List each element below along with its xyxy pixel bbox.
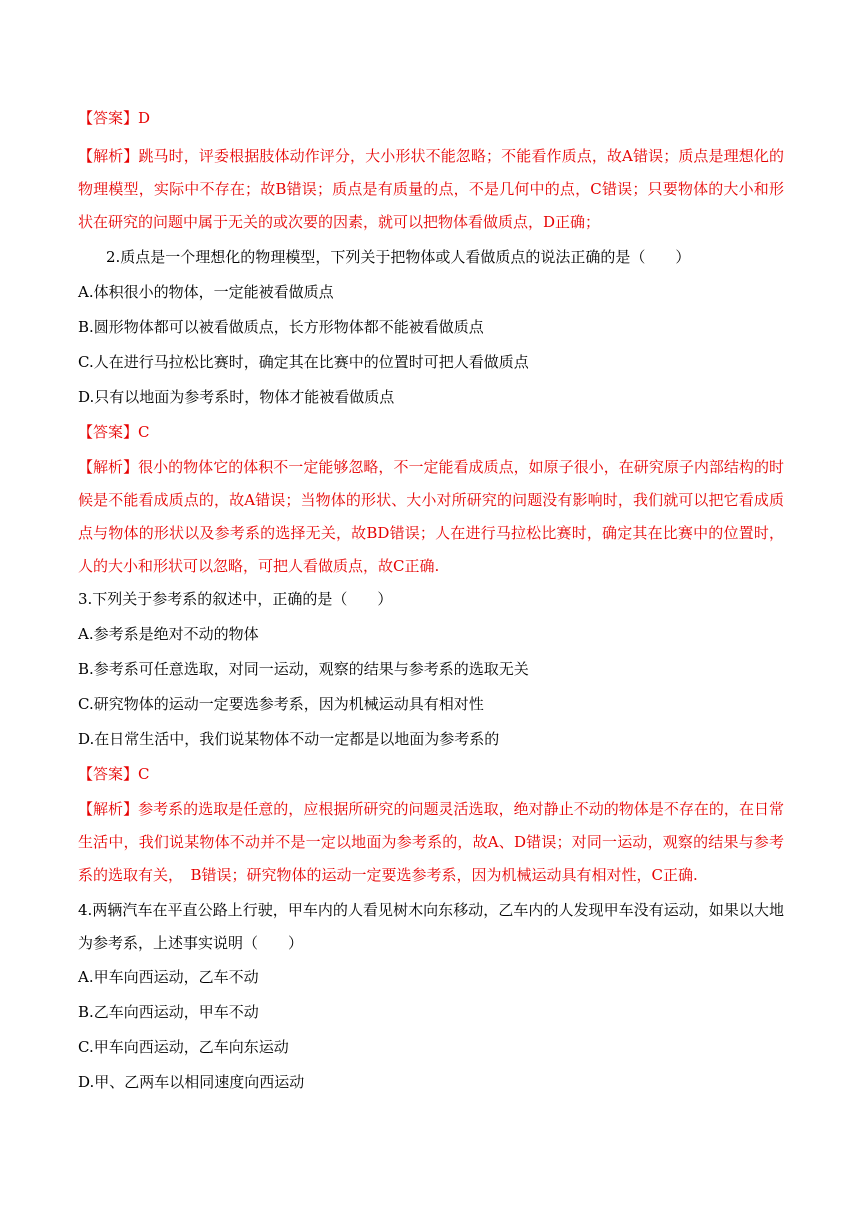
q3-option-d: D.在日常生活中，我们说某物体不动一定都是以地面为参考系的 bbox=[78, 730, 500, 748]
q3-option-a: A.参考系是绝对不动的物体 bbox=[78, 625, 259, 643]
q2-analysis: 【解析】很小的物体它的体积不一定能够忽略，不一定能看成质点，如原子很小，在研究原子内部结构的时候是不能看成质点的，故A错误；当物体的形状、大小对所研究的问题没有影响时，我们就可以把它看成质点与物体的形状以及参考系的选择无关，故BD错误；人在进行马拉松比赛时，确定其在比赛中的位置时，人的大小和形状可以忽略，可把人看做质点，故C正确. bbox=[78, 458, 784, 575]
q1-analysis: 【解析】跳马时，评委根据肢体动作评分，大小形状不能忽略；不能看作质点，故A错误；质点是理想化的物理模型，实际中不存在；故B错误；质点是有质量的点，不是几何中的点，C错误；只要物体的大小和形状在研究的问题中属于无关的或次要的因素，就可以把物体看做质点，D正确； bbox=[78, 147, 784, 231]
q2-option-b: B.圆形物体都可以被看做质点，长方形物体都不能被看做质点 bbox=[78, 318, 484, 336]
q2-option-a: A.体积很小的物体，一定能被看做质点 bbox=[78, 283, 334, 301]
q4-option-c: C.甲车向西运动，乙车向东运动 bbox=[78, 1038, 289, 1056]
q2-option-c: C.人在进行马拉松比赛时，确定其在比赛中的位置时可把人看做质点 bbox=[78, 353, 529, 371]
q2-option-d: D.只有以地面为参考系时，物体才能被看做质点 bbox=[78, 388, 395, 406]
q4-stem: 4.两辆汽车在平直公路上行驶，甲车内的人看见树木向东移动，乙车内的人发现甲车没有运动，如果以大地为参考系，上述事实说明（ ） bbox=[78, 901, 784, 952]
q4-option-d: D.甲、乙两车以相同速度向西运动 bbox=[78, 1073, 305, 1091]
q4-option-a: A.甲车向西运动，乙车不动 bbox=[78, 968, 259, 986]
q3-option-b: B.参考系可任意选取，对同一运动，观察的结果与参考系的选取无关 bbox=[78, 660, 529, 678]
q3-answer: 【答案】C bbox=[78, 765, 150, 783]
q2-answer: 【答案】C bbox=[78, 423, 150, 441]
q1-answer: 【答案】D bbox=[78, 109, 151, 127]
document-page bbox=[78, 106, 784, 1105]
q3-stem: 3.下列关于参考系的叙述中，正确的是（ ） bbox=[78, 590, 393, 608]
q4-option-b: B.乙车向西运动，甲车不动 bbox=[78, 1003, 259, 1021]
q3-analysis: 【解析】参考系的选取是任意的，应根据所研究的问题灵活选取，绝对静止不动的物体是不存在的，在日常生活中，我们说某物体不动并不是一定以地面为参考系的，故A、D错误；对同一运动，观察的结果与参考系的选取有关， B错误；研究物体的运动一定要选参考系，因为机械运动具有相对性，C正确. bbox=[78, 800, 784, 884]
q2-stem: 2.质点是一个理想化的物理模型，下列关于把物体或人看做质点的说法正确的是（ ） bbox=[106, 248, 691, 266]
q3-option-c: C.研究物体的运动一定要选参考系，因为机械运动具有相对性 bbox=[78, 695, 484, 713]
